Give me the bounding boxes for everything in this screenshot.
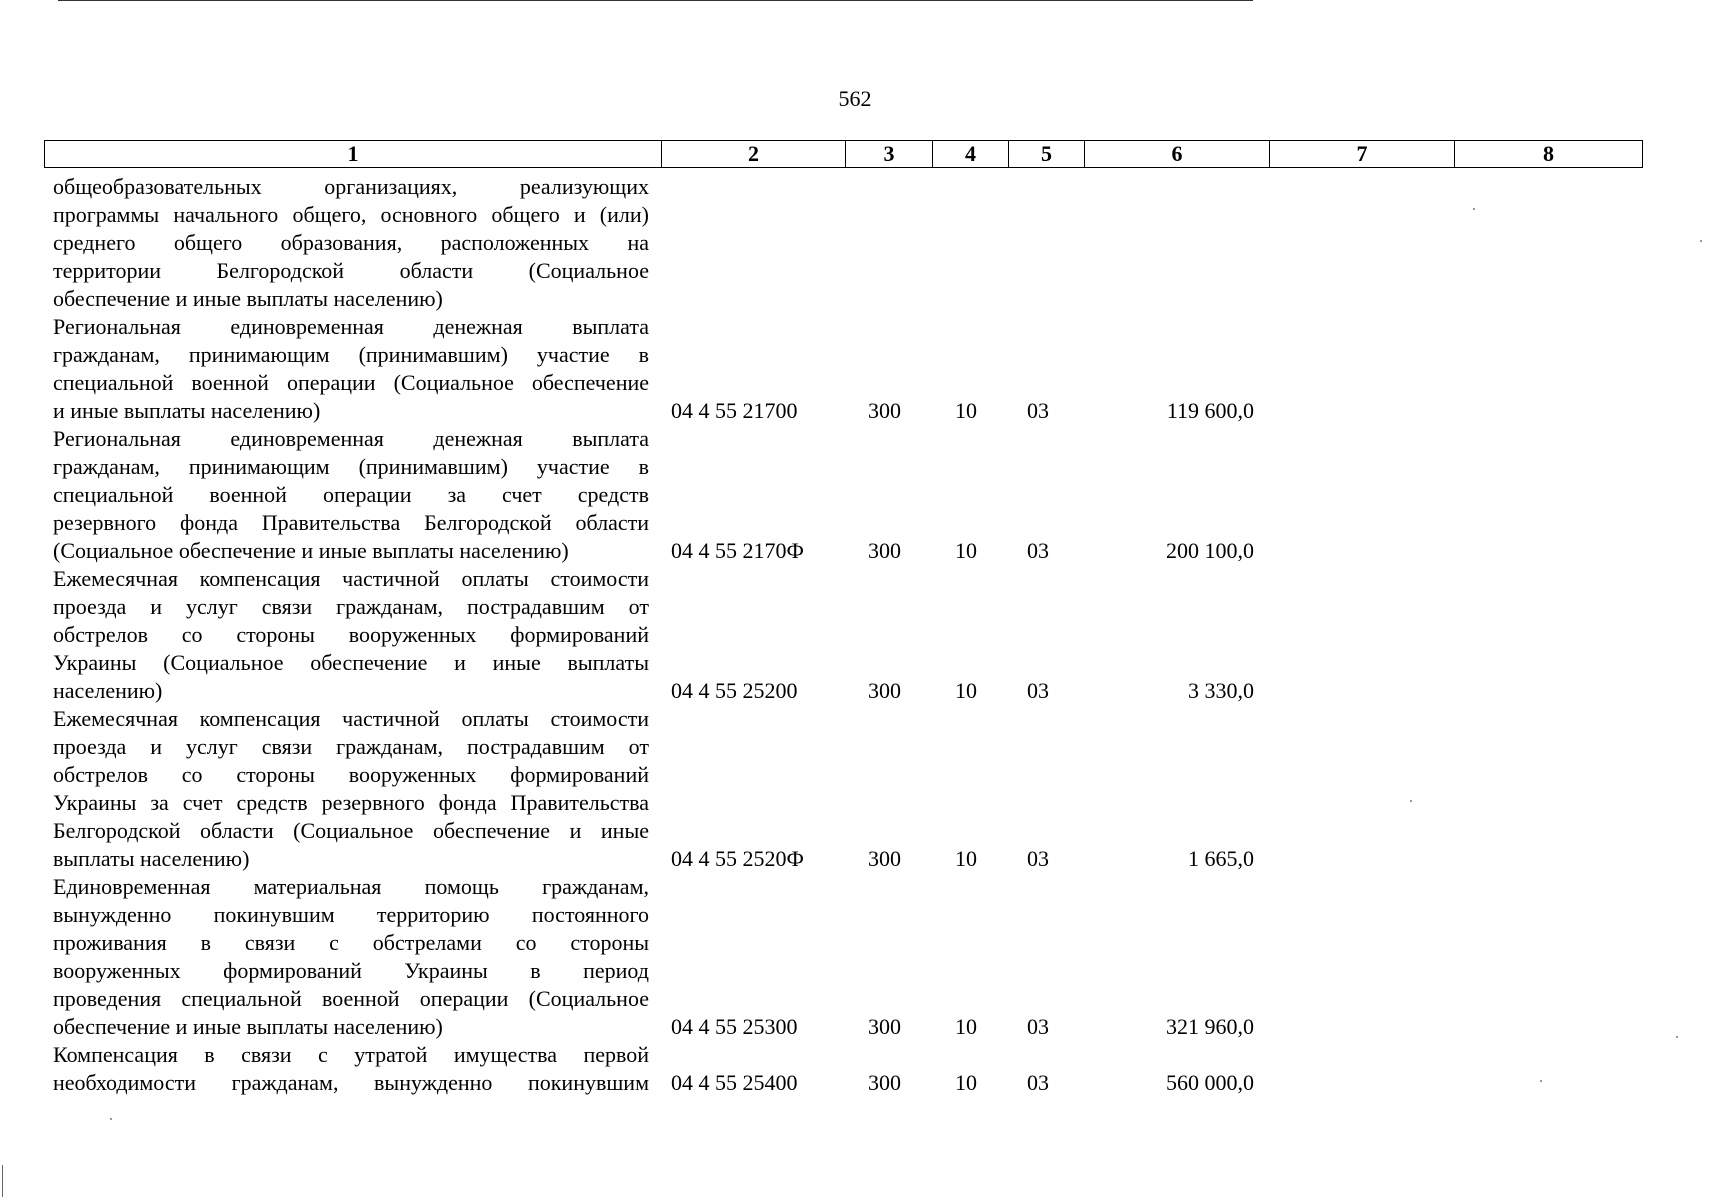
description-line: (Социальное обеспечение и иные выплаты населению) (53, 538, 569, 563)
amount-value: 200 100,0 (1166, 538, 1254, 563)
description-line: Единовременная материальная помощь гражданам, (53, 874, 649, 899)
scan-edge-mark (2, 1165, 3, 1197)
column-header-6: 6 (1085, 141, 1270, 168)
section-code: 10 (955, 678, 977, 703)
description-line: резервного фонда Правительства Белгородской области (53, 510, 649, 535)
section-code: 10 (955, 538, 977, 563)
subsection-code: 03 (1027, 846, 1049, 871)
description-line: проезда и услуг связи гражданам, пострадавшим от (53, 734, 649, 759)
expense-type-code: 300 (868, 398, 901, 423)
amount-value: 1 665,0 (1188, 846, 1254, 871)
subsection-code: 03 (1027, 1014, 1049, 1039)
description-line: среднего общего образования, расположенных на (53, 230, 649, 255)
column-header-4: 4 (933, 141, 1009, 168)
subsection-code: 03 (1027, 398, 1049, 423)
subsection-code: 03 (1027, 1070, 1049, 1095)
description-line: Украины (Социальное обеспечение и иные выплаты (53, 650, 649, 675)
description-line: специальной военной операции (Социальное обеспечение (53, 370, 649, 395)
description-line: гражданам, принимающим (принимавшим) участие в (53, 342, 649, 367)
scan-speck (1540, 1080, 1542, 1082)
description-line: гражданам, принимающим (принимавшим) участие в (53, 454, 649, 479)
target-article-code: 04 4 55 2170Ф (671, 538, 804, 563)
description-line: специальной военной операции за счет средств (53, 482, 649, 507)
expense-type-code: 300 (868, 1070, 901, 1095)
description-line: обеспечение и иные выплаты населению) (53, 1014, 443, 1039)
column-header-2: 2 (662, 141, 846, 168)
column-header-5: 5 (1009, 141, 1085, 168)
expense-type-code: 300 (868, 846, 901, 871)
scan-speck (1410, 800, 1412, 802)
description-line: проведения специальной военной операции (Социальное (53, 986, 649, 1011)
column-header-1: 1 (45, 141, 662, 168)
description-line: обстрелов со стороны вооруженных формирований (53, 622, 649, 647)
description-line: вынужденно покинувшим территорию постоянного (53, 902, 649, 927)
scan-speck (1473, 208, 1475, 210)
scan-speck (1676, 1036, 1678, 1038)
description-line: Региональная единовременная денежная выплата (53, 426, 649, 451)
column-header-7: 7 (1270, 141, 1455, 168)
amount-value: 119 600,0 (1166, 398, 1254, 423)
row-description (53, 425, 649, 565)
description-line: необходимости гражданам, вынужденно покинувшим (53, 1070, 649, 1095)
description-line: вооруженных формирований Украины в период (53, 958, 649, 983)
description-line: обеспечение и иные выплаты населению) (53, 286, 443, 311)
column-header-3: 3 (846, 141, 933, 168)
scan-speck (1700, 240, 1702, 242)
section-code: 10 (955, 846, 977, 871)
description-line: проезда и услуг связи гражданам, пострадавшим от (53, 594, 649, 619)
description-line: выплаты населению) (53, 846, 250, 871)
description-line: проживания в связи с обстрелами со стороны (53, 930, 649, 955)
description-line: населению) (53, 678, 163, 703)
description-line: общеобразовательных организациях, реализующих (53, 174, 649, 199)
row-description (53, 1041, 649, 1097)
description-line: и иные выплаты населению) (53, 398, 321, 423)
target-article-code: 04 4 55 25200 (671, 678, 798, 703)
row-description (53, 313, 649, 425)
description-line: Ежемесячная компенсация частичной оплаты стоимости (53, 706, 649, 731)
description-line: Региональная единовременная денежная выплата (53, 314, 649, 339)
target-article-code: 04 4 55 2520Ф (671, 846, 804, 871)
row-description (53, 705, 649, 873)
row-description (53, 873, 649, 1041)
subsection-code: 03 (1027, 538, 1049, 563)
column-header-8: 8 (1455, 141, 1643, 168)
description-line: Украины за счет средств резервного фонда Правительства (53, 790, 649, 815)
section-code: 10 (955, 398, 977, 423)
description-line: Белгородской области (Социальное обеспечение и иные (53, 818, 649, 843)
expense-type-code: 300 (868, 1014, 901, 1039)
target-article-code: 04 4 55 25300 (671, 1014, 798, 1039)
row-description (53, 565, 649, 705)
column-header-row (44, 140, 1643, 168)
row-description (53, 173, 649, 313)
section-code: 10 (955, 1014, 977, 1039)
top-rule (58, 0, 1253, 1)
subsection-code: 03 (1027, 678, 1049, 703)
target-article-code: 04 4 55 21700 (671, 398, 798, 423)
description-line: обстрелов со стороны вооруженных формирований (53, 762, 649, 787)
amount-value: 560 000,0 (1166, 1070, 1254, 1095)
page-number: 562 (838, 86, 872, 111)
target-article-code: 04 4 55 25400 (671, 1070, 798, 1095)
description-line: Ежемесячная компенсация частичной оплаты стоимости (53, 566, 649, 591)
description-line: территории Белгородской области (Социальное (53, 258, 649, 283)
amount-value: 3 330,0 (1188, 678, 1254, 703)
amount-value: 321 960,0 (1166, 1014, 1254, 1039)
section-code: 10 (955, 1070, 977, 1095)
scan-speck (110, 1118, 112, 1120)
description-line: программы начального общего, основного общего и (или) (53, 202, 649, 227)
expense-type-code: 300 (868, 678, 901, 703)
description-line: Компенсация в связи с утратой имущества первой (53, 1042, 649, 1067)
expense-type-code: 300 (868, 538, 901, 563)
